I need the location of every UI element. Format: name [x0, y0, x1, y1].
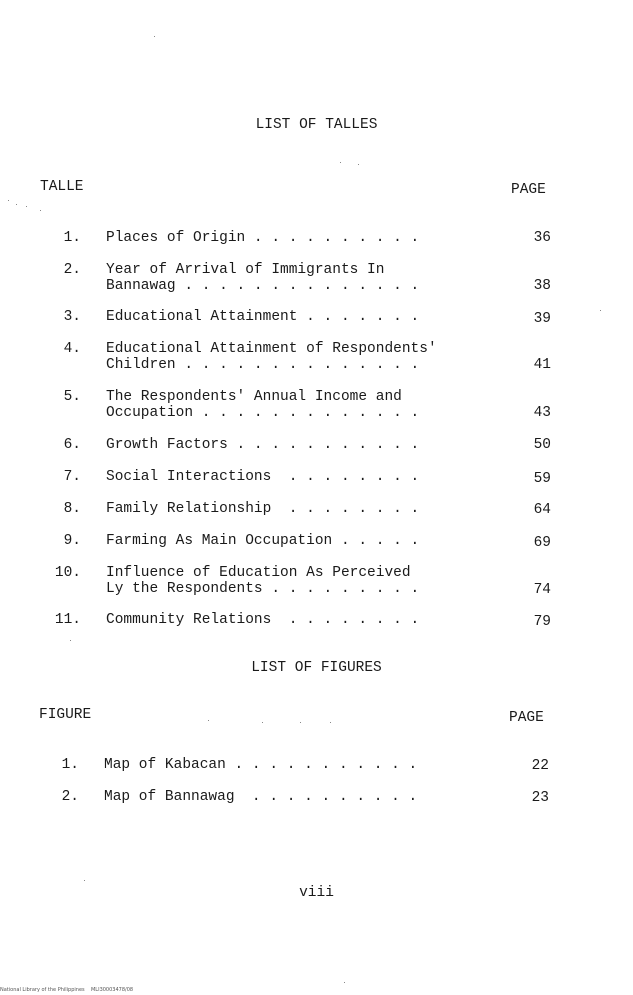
scan-speck — [330, 722, 331, 723]
scan-speck — [358, 164, 359, 165]
table-row-title: The Respondents' Annual Income and — [106, 389, 402, 405]
figure-row-number: 1. — [61, 757, 79, 773]
table-row-number: 8. — [63, 501, 81, 517]
table-row-page: 74 — [533, 582, 551, 598]
table-row-number: 11. — [54, 612, 81, 628]
scan-speck — [262, 722, 263, 723]
scan-speck — [84, 880, 85, 881]
table-row-title: Educational Attainment of Respondents' — [106, 341, 437, 357]
table-row-number: 10. — [54, 565, 81, 581]
table-row-title-cont: Occupation . . . . . . . . . . . . . — [106, 405, 420, 421]
scan-speck — [600, 310, 601, 311]
table-row-title: Year of Arrival of Immigrants In — [106, 262, 385, 278]
scan-speck — [40, 210, 41, 211]
figure-row-number: 2. — [61, 789, 79, 805]
table-row-title: Community Relations . . . . . . . . — [106, 612, 420, 628]
figure-row-title: Map of Kabacan . . . . . . . . . . . — [104, 757, 418, 773]
table-row-page: 38 — [533, 278, 551, 294]
figure-column-header: FIGURE — [39, 707, 92, 723]
table-row-title: Influence of Education As Perceived — [106, 565, 411, 581]
table-row-page: 50 — [533, 437, 551, 453]
footer-library-note: National Library of the Philippines MLI30003478/08 — [0, 987, 134, 993]
table-row-title-cont: Children . . . . . . . . . . . . . . — [106, 357, 420, 373]
table-row-page: 69 — [533, 535, 551, 551]
scan-speck — [26, 206, 27, 207]
scan-speck — [16, 204, 17, 205]
table-row-number: 4. — [63, 341, 81, 357]
scan-speck — [300, 722, 301, 723]
table-row-page: 79 — [533, 614, 551, 630]
table-row-title-cont: Ly the Respondents . . . . . . . . . — [106, 581, 420, 597]
page-column-header: PAGE — [511, 182, 546, 198]
page-number: viii — [299, 885, 334, 901]
scan-speck — [154, 36, 155, 37]
table-row-title: Educational Attainment . . . . . . . — [106, 309, 420, 325]
figures-title: LIST OF FIGURES — [251, 660, 382, 676]
scan-speck — [70, 640, 71, 641]
table-row-number: 9. — [63, 533, 81, 549]
table-row-title: Places of Origin . . . . . . . . . . — [106, 230, 420, 246]
table-row-title: Social Interactions . . . . . . . . — [106, 469, 420, 485]
table-row-title: Growth Factors . . . . . . . . . . . — [106, 437, 420, 453]
table-row-page: 39 — [533, 311, 551, 327]
table-row-title: Farming As Main Occupation . . . . . — [106, 533, 420, 549]
table-row-page: 59 — [533, 471, 551, 487]
figure-row-page: 22 — [531, 758, 549, 774]
table-row-page: 36 — [533, 230, 551, 246]
scan-speck — [8, 200, 9, 201]
table-row-page: 43 — [533, 405, 551, 421]
table-row-title-cont: Bannawag . . . . . . . . . . . . . . — [106, 278, 420, 294]
scan-speck — [344, 982, 345, 983]
figure-page-column-header: PAGE — [509, 710, 544, 726]
table-row-number: 2. — [63, 262, 81, 278]
scan-speck — [208, 720, 209, 721]
table-row-page: 41 — [533, 357, 551, 373]
table-row-number: 3. — [63, 309, 81, 325]
table-row-page: 64 — [533, 502, 551, 518]
figure-row-page: 23 — [531, 790, 549, 806]
tables-title: LIST OF TALLES — [255, 117, 378, 133]
table-row-title: Family Relationship . . . . . . . . — [106, 501, 420, 517]
table-row-number: 6. — [63, 437, 81, 453]
table-row-number: 7. — [63, 469, 81, 485]
table-row-number: 5. — [63, 389, 81, 405]
scan-speck — [340, 162, 341, 163]
table-column-header: TALLE — [40, 179, 84, 195]
table-row-number: 1. — [63, 230, 81, 246]
figure-row-title: Map of Bannawag . . . . . . . . . . — [104, 789, 418, 805]
